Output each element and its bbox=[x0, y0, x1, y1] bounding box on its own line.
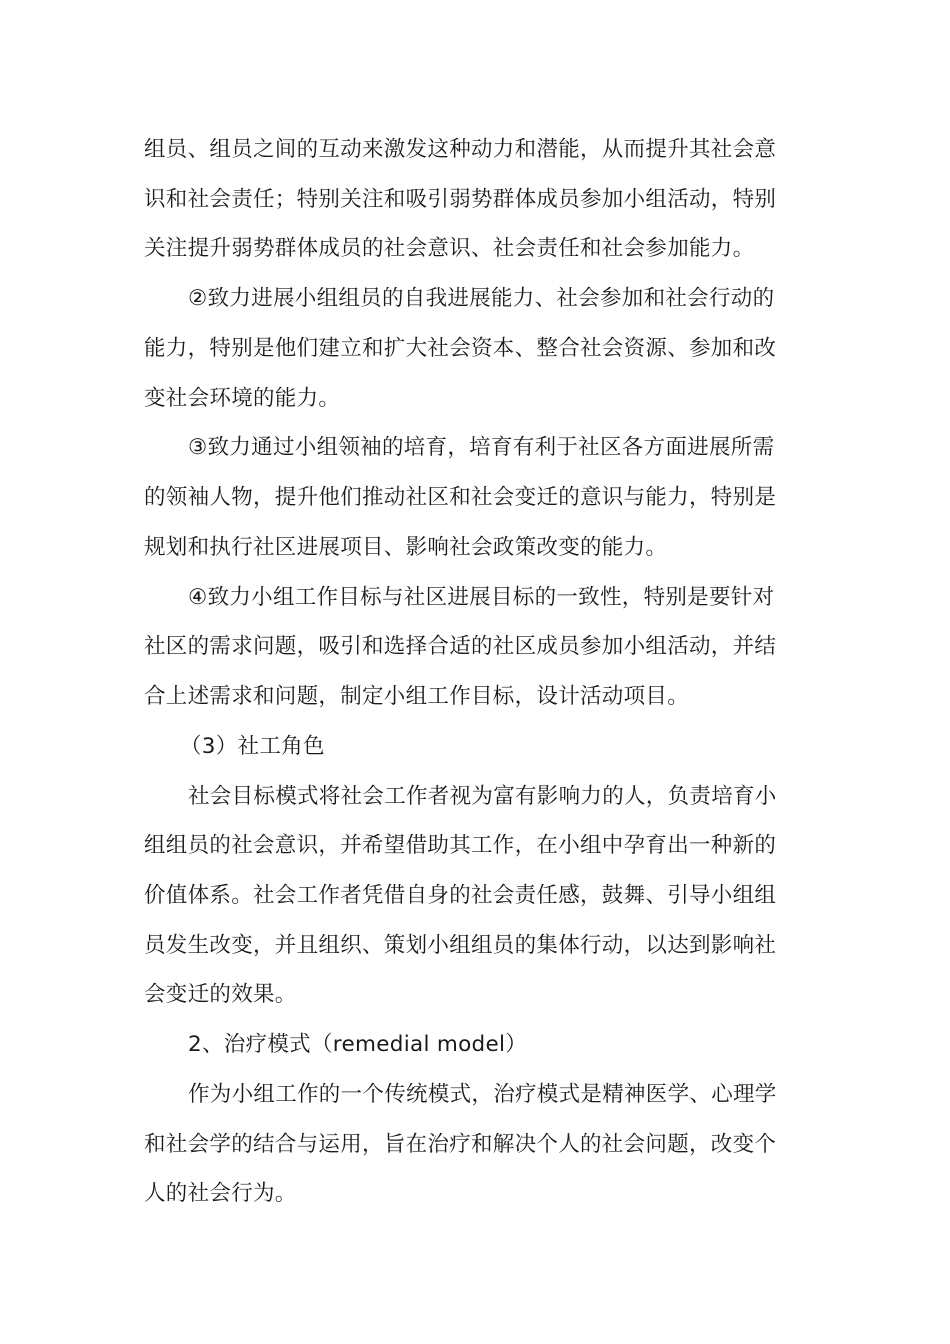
text-line: ③致力通过小组领袖的培育，培育有利于社区各方面进展所需 bbox=[188, 435, 775, 460]
text-line: 规划和执行社区进展项目、影响社会政策改变的能力。 bbox=[144, 535, 668, 560]
text-line: 识和社会责任；特别关注和吸引弱势群体成员参加小组活动，特别 bbox=[144, 187, 777, 212]
text-line: 组组员的社会意识，并希望借助其工作，在小组中孕育出一种新的 bbox=[144, 833, 777, 858]
text-line: 变社会环境的能力。 bbox=[144, 386, 341, 411]
text-line: 员发生改变，并且组织、策划小组组员的集体行动，以达到影响社 bbox=[144, 933, 777, 958]
heading-social-worker-role: （3）社工角色 bbox=[180, 734, 325, 759]
text-line: 社会目标模式将社会工作者视为富有影响力的人，负责培育小 bbox=[188, 784, 777, 809]
heading-remedial-model: 2、治疗模式（remedial model） bbox=[188, 1032, 528, 1057]
text-line: 社区的需求问题，吸引和选择合适的社区成员参加小组活动，并结 bbox=[144, 634, 777, 659]
text-line: 和社会学的结合与运用，旨在治疗和解决个人的社会问题，改变个 bbox=[144, 1132, 777, 1157]
text-line: 作为小组工作的一个传统模式，治疗模式是精神医学、心理学 bbox=[188, 1082, 777, 1107]
text-line: ②致力进展小组组员的自我进展能力、社会参加和社会行动的 bbox=[188, 286, 775, 311]
text-line: 关注提升弱势群体成员的社会意识、社会责任和社会参加能力。 bbox=[144, 236, 755, 261]
text-line: ④致力小组工作目标与社区进展目标的一致性，特别是要针对 bbox=[188, 585, 775, 610]
text-line: 会变迁的效果。 bbox=[144, 982, 297, 1007]
text-line: 能力，特别是他们建立和扩大社会资本、整合社会资源、参加和改 bbox=[144, 336, 777, 361]
text-line: 价值体系。社会工作者凭借自身的社会责任感，鼓舞、引导小组组 bbox=[144, 883, 777, 908]
text-line: 人的社会行为。 bbox=[144, 1181, 297, 1206]
text-line: 合上述需求和问题，制定小组工作目标，设计活动项目。 bbox=[144, 684, 690, 709]
text-line: 组员、组员之间的互动来激发这种动力和潜能，从而提升其社会意 bbox=[144, 137, 777, 162]
text-line: 的领袖人物，提升他们推动社区和社会变迁的意识与能力，特别是 bbox=[144, 485, 777, 510]
